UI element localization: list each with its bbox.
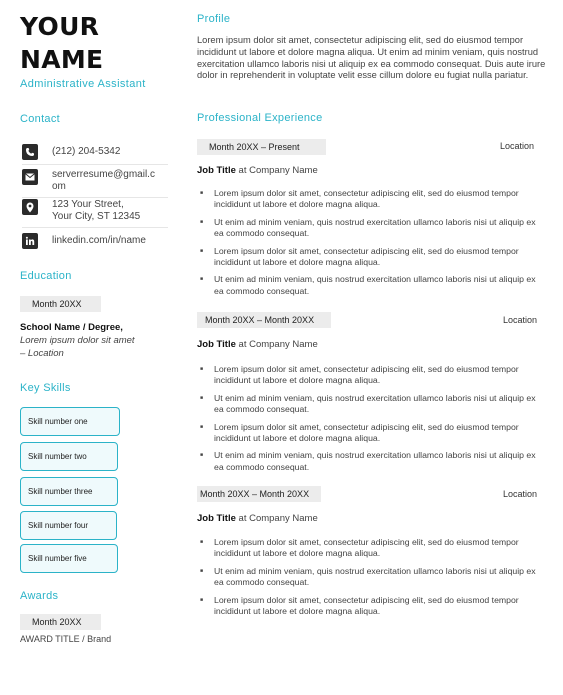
skill-item: Skill number three: [20, 477, 118, 506]
education-date: Month 20XX: [20, 296, 101, 312]
education-heading: Education: [20, 270, 72, 282]
school-name: School Name / Degree,: [20, 322, 123, 333]
linkedin-icon: [22, 233, 38, 249]
job-company: at Company Name: [235, 513, 318, 524]
job-company: at Company Name: [235, 339, 318, 350]
list-item: ■ Ut enim ad minim veniam, quis nostrud exercitation ullamco laboris nisi ut aliquip ex ea commodo consequat.: [197, 217, 542, 240]
candidate-job-title: Administrative Assistant: [20, 78, 146, 90]
list-item: ■ Lorem ipsum dolor sit amet, consectetur adipiscing elit, sed do eiusmod tempor incididunt ut labore et dolore magna aliqua.: [197, 422, 542, 445]
skill-item: Skill number two: [20, 442, 118, 471]
profile-text: Lorem ipsum dolor sit amet, consectetur adipiscing elit, sed do eiusmod tempor incididunt ut labore et dolore magna aliqua. Ut enim ad minim veniam, quis nostrud exercitation ullamco laboris nisi ut aliquip ex ea commodo consequat. Duis aute irure dolor in reprehenderit in voluptate velit esse cillum dolore eu fugiat nulla pariatur.: [197, 35, 546, 81]
list-item: ■ Lorem ipsum dolor sit amet, consectetur adipiscing elit, sed do eiusmod tempor incididunt ut labore et dolore magna aliqua.: [197, 188, 542, 211]
contact-address: [52, 199, 140, 223]
job-location: Location: [500, 141, 535, 151]
skill-item: Skill number one: [20, 407, 120, 436]
job-bullets: [197, 364, 542, 473]
skills-heading: Key Skills: [20, 382, 71, 394]
contact-phone-row: [22, 144, 168, 165]
contact-phone: (212) 204-5342: [52, 146, 121, 157]
list-item: ■ Ut enim ad minim veniam, quis nostrud exercitation ullamco laboris nisi ut aliquip ex ea commodo consequat.: [197, 393, 542, 416]
list-item: ■ Ut enim ad minim veniam, quis nostrud exercitation ullamco laboris nisi ut aliquip ex ea commodo consequat.: [197, 566, 542, 589]
job-title: Job Title: [197, 165, 236, 176]
education-entry: [20, 321, 170, 360]
job-bullets: [197, 188, 542, 297]
email-icon: [22, 169, 38, 185]
award-title: AWARD TITLE / Brand: [20, 634, 112, 644]
name-line-1: YOUR: [20, 12, 100, 41]
contact-heading: Contact: [20, 113, 61, 125]
job-location: Location: [503, 315, 538, 325]
experience-heading: Professional Experience: [197, 112, 323, 124]
skill-item: Skill number four: [20, 511, 117, 540]
awards-heading: Awards: [20, 590, 59, 602]
list-item: ■ Lorem ipsum dolor sit amet, consectetur adipiscing elit, sed do eiusmod tempor incididunt ut labore et dolore magna aliqua.: [197, 364, 542, 387]
candidate-name: [20, 10, 103, 76]
phone-icon: [22, 144, 38, 160]
job-title: Job Title: [197, 513, 236, 524]
job-date: Month 20XX – Present: [197, 139, 326, 155]
job-title-line: [197, 165, 318, 176]
list-item: ■ Lorem ipsum dolor sit amet, consectetur adipiscing elit, sed do eiusmod tempor incididunt ut labore et dolore magna aliqua.: [197, 537, 542, 560]
address-line-1: 123 Your Street,: [52, 199, 124, 210]
list-item: ■ Ut enim ad minim veniam, quis nostrud exercitation ullamco laboris nisi ut aliquip ex ea commodo consequat.: [197, 450, 542, 473]
list-item: ■ Lorem ipsum dolor sit amet, consectetur adipiscing elit, sed do eiusmod tempor incididunt ut labore et dolore magna aliqua.: [197, 595, 542, 618]
job-date: Month 20XX – Month 20XX: [197, 312, 331, 328]
job-date: Month 20XX – Month 20XX: [197, 486, 321, 502]
contact-linkedin: linkedin.com/in/name: [52, 235, 146, 246]
job-bullets: [197, 537, 542, 617]
profile-heading: Profile: [197, 13, 231, 25]
job-title-line: [197, 513, 318, 524]
list-item: ■ Lorem ipsum dolor sit amet, consectetur adipiscing elit, sed do eiusmod tempor incididunt ut labore et dolore magna aliqua.: [197, 246, 542, 269]
contact-email-row: [22, 169, 168, 198]
contact-linkedin-row: [22, 233, 168, 253]
job-location: Location: [503, 489, 538, 499]
contact-address-row: [22, 199, 168, 228]
award-date: Month 20XX: [20, 614, 101, 630]
job-company: at Company Name: [235, 165, 318, 176]
skill-item: Skill number five: [20, 544, 118, 573]
school-detail: Lorem ipsum dolor sit amet: [20, 335, 135, 346]
school-location: – Location: [20, 348, 64, 359]
location-icon: [22, 199, 38, 215]
contact-email: serverresume@gmail.com: [52, 169, 155, 192]
list-item: ■ Ut enim ad minim veniam, quis nostrud exercitation ullamco laboris nisi ut aliquip ex ea commodo consequat.: [197, 274, 542, 297]
address-line-2: Your City, ST 12345: [52, 211, 141, 222]
name-line-2: NAME: [20, 45, 104, 74]
job-title-line: [197, 339, 318, 350]
job-title: Job Title: [197, 339, 236, 350]
